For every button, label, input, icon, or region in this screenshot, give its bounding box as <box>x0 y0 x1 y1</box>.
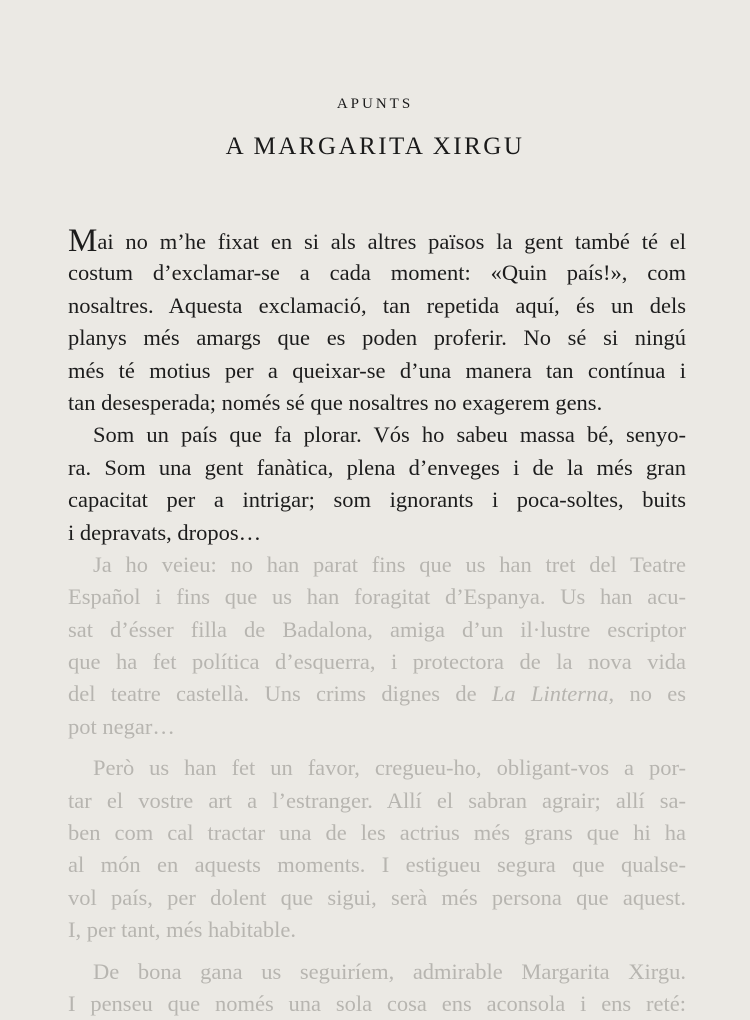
drop-cap: M <box>68 223 98 259</box>
text-line: Som un país que fa plorar. Vós ho sabeu massa bé, senyo- <box>93 422 686 448</box>
text-line: nosaltres. Aquesta exclamació, tan repetida aquí, és un dels <box>68 292 686 318</box>
text-line: més té motius per a queixar-se d’una manera tan contínua i <box>68 357 686 383</box>
body-text <box>68 225 686 1020</box>
chapter-title: A MARGARITA XIRGU <box>225 133 525 160</box>
section-label: APUNTS <box>336 96 414 112</box>
text-line: ben com cal tractar una de les actrius més grans que hi ha <box>68 820 686 846</box>
text-line: planys més amargs que es poden proferir. No sé si ningú <box>68 325 686 351</box>
text-line: que ha fet política d’esquerra, i protectora de la nova vida <box>68 649 686 675</box>
text-line: capacitat per a intrigar; som ignorants i poca-soltes, buits <box>68 487 686 513</box>
text-line: al món en aquests moments. I estigueu segura que qualse- <box>68 852 686 878</box>
text-line: Ja ho veieu: no han parat fins que us han tret del Teatre <box>93 551 686 577</box>
text-line: De bona gana us seguiríem, admirable Margarita Xirgu. <box>93 958 686 984</box>
text-line: Mai no m’he fixat en si als altres països la gent també té el <box>68 223 686 259</box>
text-line: sat d’ésser filla de Badalona, amiga d’un il·lustre escriptor <box>68 616 686 642</box>
text-line: I, per tant, més habitable. <box>68 917 297 943</box>
text-line: ra. Som una gent fanàtica, plena d’enveges i de la més gran <box>68 454 686 480</box>
text-line: Però us han fet un favor, cregueu-ho, obligant-vos a por- <box>93 755 686 781</box>
text-line: Español i fins que us han foragitat d’Espanya. Us han acu- <box>68 584 686 610</box>
text-line: del teatre castellà. Uns crims dignes de La Linterna, no es <box>68 681 687 707</box>
text-line: vol país, per dolent que sigui, serà més persona que aquest. <box>68 884 686 910</box>
italic-title: La Linterna <box>491 681 609 707</box>
text-line: tar el vostre art a l’estranger. Allí el sabran agrair; allí sa- <box>68 787 686 813</box>
text-line: costum d’exclamar-se a cada moment: «Quin país!», com <box>68 260 686 286</box>
text-line: i depravats, dropos… <box>68 519 262 545</box>
text-line: pot negar… <box>68 713 175 739</box>
text-line: I penseu que només una sola cosa ens aconsola i ens reté: <box>68 990 686 1016</box>
text-line: tan desesperada; només sé que nosaltres no exagerem gens. <box>68 389 603 415</box>
